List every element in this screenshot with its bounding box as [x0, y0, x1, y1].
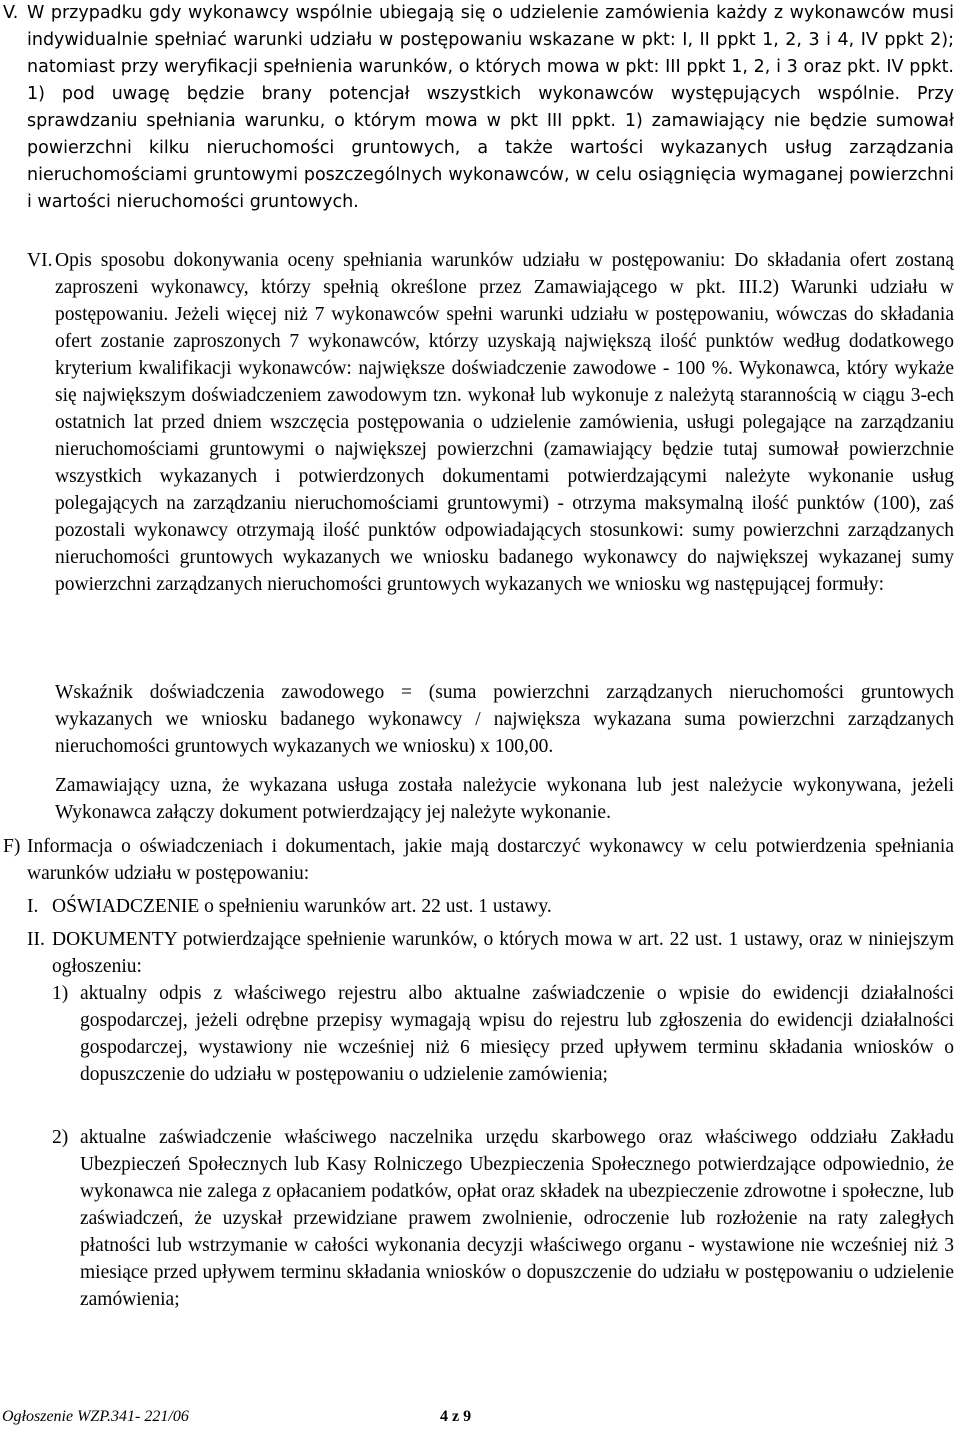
section-f-label: F)	[3, 836, 21, 857]
footer-page-number: 4 z 9	[440, 1408, 472, 1425]
item-ii-label: II.	[27, 929, 45, 950]
sub-item-1-label: 1)	[52, 983, 69, 1004]
formula-paragraph: Wskaźnik doświadczenia zawodowego = (suma powierzchni zarządzanych nieruchomości gruntowych wykazanych we wniosku badanego wykonawcy / największa wykazana suma powierzchni zarządzanych nieruchomości gruntowych wykazanych we wniosku) x 100,00.	[55, 682, 954, 757]
note-paragraph: Zamawiający uzna, że wykazana usługa została należycie wykonana lub jest należycie wykonywana, jeżeli Wykonawca załączy dokument potwierdzający jej należyte wykonanie.	[55, 775, 954, 823]
item-i-text: OŚWIADCZENIE o spełnieniu warunków art. 22 ust. 1 ustawy.	[52, 896, 552, 917]
section-vi-text: Opis sposobu dokonywania oceny spełniania warunków udziału w postępowaniu: Do składania ofert zostaną zaproszeni wykonawcy, którzy spełnią określone przez Zamawiającego w pkt. III.2) Warunki udziału w postępowaniu. Jeżeli więcej niż 7 wykonawców spełni warunki udziału w postępowaniu, wówczas do składania ofert zostanie zaproszonych 7 wykonawców, którzy uzyskają największą ilość punktów według dodatkowego kryterium kwalifikacji wykonawców: największe doświadczenie zawodowe - 100 %. Wykonawca, który wykaże się największym doświadczeniem zawodowym tzn. wykonał lub wykonuje z należytą starannością w ciągu 3-ech ostatnich lat przed dniem wszczęcia postępowania o udzielenie zamówienia, usługi polegające na zarządzaniu nieruchomościami gruntowymi o największej powierzchni (zamawiający będzie tutaj sumował powierzchnie wszystkich wykazanych i potwierdzonych dokumentami potwierdzającymi należyte wykonanie usług polegających na zarządzaniu nieruchomościami gruntowymi) - otrzyma maksymalną ilość punktów (100), zaś pozostali wykonawcy otrzymają ilość punktów odpowiadających stosunkowi: sumy powierzchni zarządzanych nieruchomości gruntowych wykazanych we wniosku badanego wykonawcy do największej wykazanej sumy powierzchni zarządzanych nieruchomości gruntowych wykazanych we wniosku wg następującej formuły:	[55, 250, 954, 595]
sub-item-2-label: 2)	[52, 1127, 69, 1148]
footer-document-id: Ogłoszenie WZP.341- 221/06	[2, 1408, 189, 1425]
item-ii-text: DOKUMENTY potwierdzające spełnienie warunków, o których mowa w art. 22 ust. 1 ustawy, oraz w niniejszym ogłoszeniu:	[52, 929, 954, 977]
section-v-text: W przypadku gdy wykonawcy wspólnie ubiegają się o udzielenie zamówienia każdy z wykonawców musi indywidualnie spełniać warunki udziału w postępowaniu wskazane w pkt: I, II ppkt 1, 2, 3 i 4, IV ppkt 2); natomiast przy weryfikacji spełnienia warunków, o których mowa w pkt: III ppkt 1, 2, i 3 oraz pkt. IV ppkt. 1) pod uwagę będzie brany potencjał wszystkich wykonawców występujących wspólnie. Przy sprawdzaniu spełniania warunku, o którym mowa w pkt III ppkt. 1) zamawiający nie będzie sumował powierzchni kilku nieruchomości gruntowych, a także wartości wykazanych usług zarządzania nieruchomościami gruntowymi poszczególnych wykonawców, w celu osiągnięcia wymaganej powierzchni i wartości nieruchomości gruntowych.	[27, 3, 954, 212]
section-v-label: V.	[3, 3, 19, 23]
section-vi-label: VI.	[27, 250, 53, 271]
sub-item-1-text: aktualny odpis z właściwego rejestru albo aktualne zaświadczenie o wpisie do ewidencji działalności gospodarczej, jeżeli odrębne przepisy wymagają wpisu do rejestru lub zgłoszenia do ewidencji działalności gospodarczej, wystawiony nie wcześniej niż 6 miesięcy przed upływem terminu składania wniosków o dopuszczenie do udziału w postępowaniu o udzielenie zamówienia;	[80, 983, 954, 1085]
section-f-text: Informacja o oświadczeniach i dokumentach, jakie mają dostarczyć wykonawcy w celu potwierdzenia spełniania warunków udziału w postępowaniu:	[27, 836, 954, 884]
item-i-label: I.	[27, 896, 39, 917]
sub-item-2-text: aktualne zaświadczenie właściwego naczelnika urzędu skarbowego oraz właściwego oddziału Zakładu Ubezpieczeń Społecznych lub Kasy Rolniczego Ubezpieczenia Społecznego potwierdzające odpowiednio, że wykonawca nie zalega z opłacaniem podatków, opłat oraz składek na ubezpieczenie zdrowotne i społeczne, lub zaświadczeń, że uzyskał przewidziane prawem zwolnienie, odroczenie lub rozłożenie na raty zaległych płatności lub wstrzymanie w całości wykonania decyzji właściwego organu - wystawione nie wcześniej niż 3 miesiące przed upływem terminu składania wniosków o dopuszczenie do udziału w postępowaniu o udzielenie zamówienia;	[80, 1127, 954, 1310]
